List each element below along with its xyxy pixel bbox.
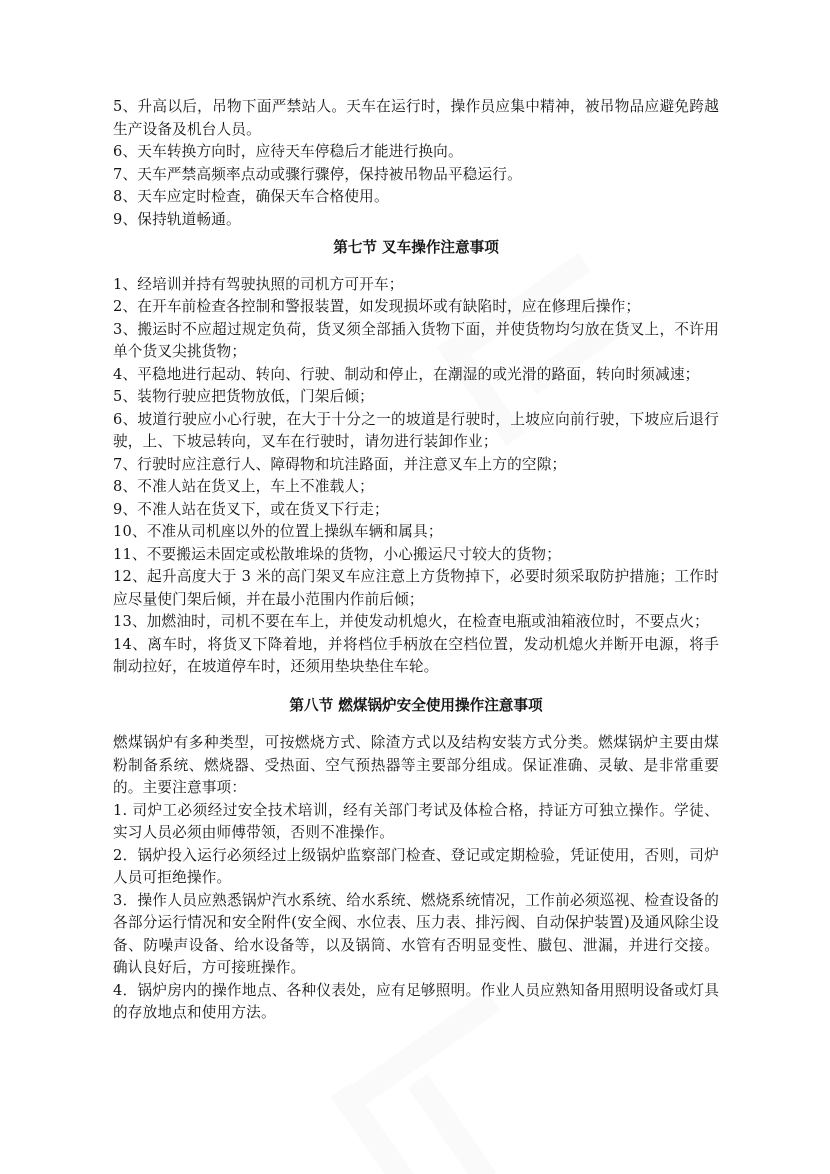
section-8-heading: 第八节 燃煤锅炉安全使用操作注意事项 bbox=[289, 696, 543, 714]
forklift-rule-13: 13、加燃油时，司机不要在车上，并使发动机熄火，在检查电瓶或油箱液位时，不要点火； bbox=[113, 613, 709, 630]
forklift-rule-5: 5、装物行驶应把货物放低，门架后倾； bbox=[113, 388, 374, 405]
forklift-rule-4: 4、平稳地进行起动、转向、行驶、制动和停止，在潮湿的或光滑的路面，转向时须减速； bbox=[113, 365, 700, 383]
crane-rule-8: 8、天车应定时检查，确保天车合格使用。 bbox=[113, 188, 389, 205]
forklift-rule-14: 14、离车时，将货叉下降着地，并将档位手柄放在空档位置，发动机熄火并断开电源，将手制动拉好，在坡道停车时，还须用垫块垫住车轮。 bbox=[113, 635, 719, 675]
forklift-rule-8: 8、不准人站在货叉上，车上不准载人； bbox=[113, 478, 374, 495]
forklift-rule-12: 12、起升高度大于 3 米的高门架叉车应注意上方货物掉下，必要时须采取防护措施；工作时应尽量使门架后倾，并在最小范围内作前后倾； bbox=[113, 568, 719, 608]
section-7-heading: 第七节 叉车操作注意事项 bbox=[333, 239, 499, 256]
boiler-rule-4: 4．锅炉房内的操作地点、各种仪表处，应有足够照明。作业人员应熟知备用照明设备或灯具的存放地点和使用方法。 bbox=[113, 981, 719, 1021]
forklift-rule-3: 3、搬运时不应超过规定负荷，货叉须全部插入货物下面，并使货物均匀放在货叉上，不许用单个货叉尖挑货物； bbox=[113, 320, 719, 360]
crane-rule-9: 9、保持轨道畅通。 bbox=[113, 210, 241, 228]
forklift-rule-6: 6、坡道行驶应小心行驶，在大于十分之一的坡道是行驶时，上坡应向前行驶，下坡应后退行驶，上、下坡忌转向，叉车在行驶时，请勿进行装卸作业； bbox=[113, 410, 719, 450]
boiler-rule-1: 1. 司炉工必须经过安全技术培训，经有关部门考试及体检合格，持证方可独立操作。学徒、实习人员必须由师傅带领，否则不准操作。 bbox=[113, 801, 719, 841]
forklift-rule-9: 9、不准人站在货叉下，或在货叉下行走； bbox=[113, 500, 389, 518]
forklift-rule-1: 1、经培训并持有驾驶执照的司机方可开车； bbox=[113, 275, 404, 293]
boiler-rule-3: 3．操作人员应熟悉锅炉汽水系统、给水系统、燃烧系统情况，工作前必须巡视、检查设备的各部分运行情况和安全附件(安全阀、水位表、压力表、排污阀、自动保护装置)及通风除尘设备、防噪声设备、给水设备等，以及锅筒、水管有否明显变性、臌包、泄漏，并进行交接。确认良好后，方可接班操作。 bbox=[113, 891, 719, 976]
forklift-rule-10: 10、不准从司机座以外的位置上操纵车辆和属具； bbox=[113, 523, 443, 540]
document-body bbox=[113, 96, 719, 1025]
forklift-rule-11: 11、不要搬运未固定或松散堆垛的货物，小心搬运尺寸较大的货物； bbox=[113, 545, 561, 563]
crane-rule-6: 6、天车转换方向时，应待天车停稳后才能进行换向。 bbox=[113, 143, 463, 160]
boiler-intro: 燃煤锅炉有多种类型，可按燃烧方式、除渣方式以及结构安装方式分类。燃煤锅炉主要由煤粉制备系统、燃烧器、受热面、空气预热器等主要部分组成。保证准确、灵敏、是非常重要的。主要注意事项： bbox=[113, 734, 719, 796]
crane-rule-7: 7、天车严禁高频率点动或骤行骤停，保持被吊物品平稳运行。 bbox=[113, 165, 522, 183]
forklift-rule-2: 2、在开车前检查各控制和警报装置，如发现损坏或有缺陷时，应在修理后操作； bbox=[113, 298, 641, 315]
forklift-rule-7: 7、行驶时应注意行人、障碍物和坑洼路面，并注意叉车上方的空隙； bbox=[113, 455, 567, 473]
crane-rule-5: 5、升高以后，吊物下面严禁站人。天车在运行时，操作员应集中精神，被吊物品应避免跨越生产设备及机台人员。 bbox=[113, 98, 719, 138]
boiler-rule-2: 2．锅炉投入运行必须经过上级锅炉监察部门检查、登记或定期检验，凭证使用，否则，司炉人员可拒绝操作。 bbox=[113, 846, 719, 886]
